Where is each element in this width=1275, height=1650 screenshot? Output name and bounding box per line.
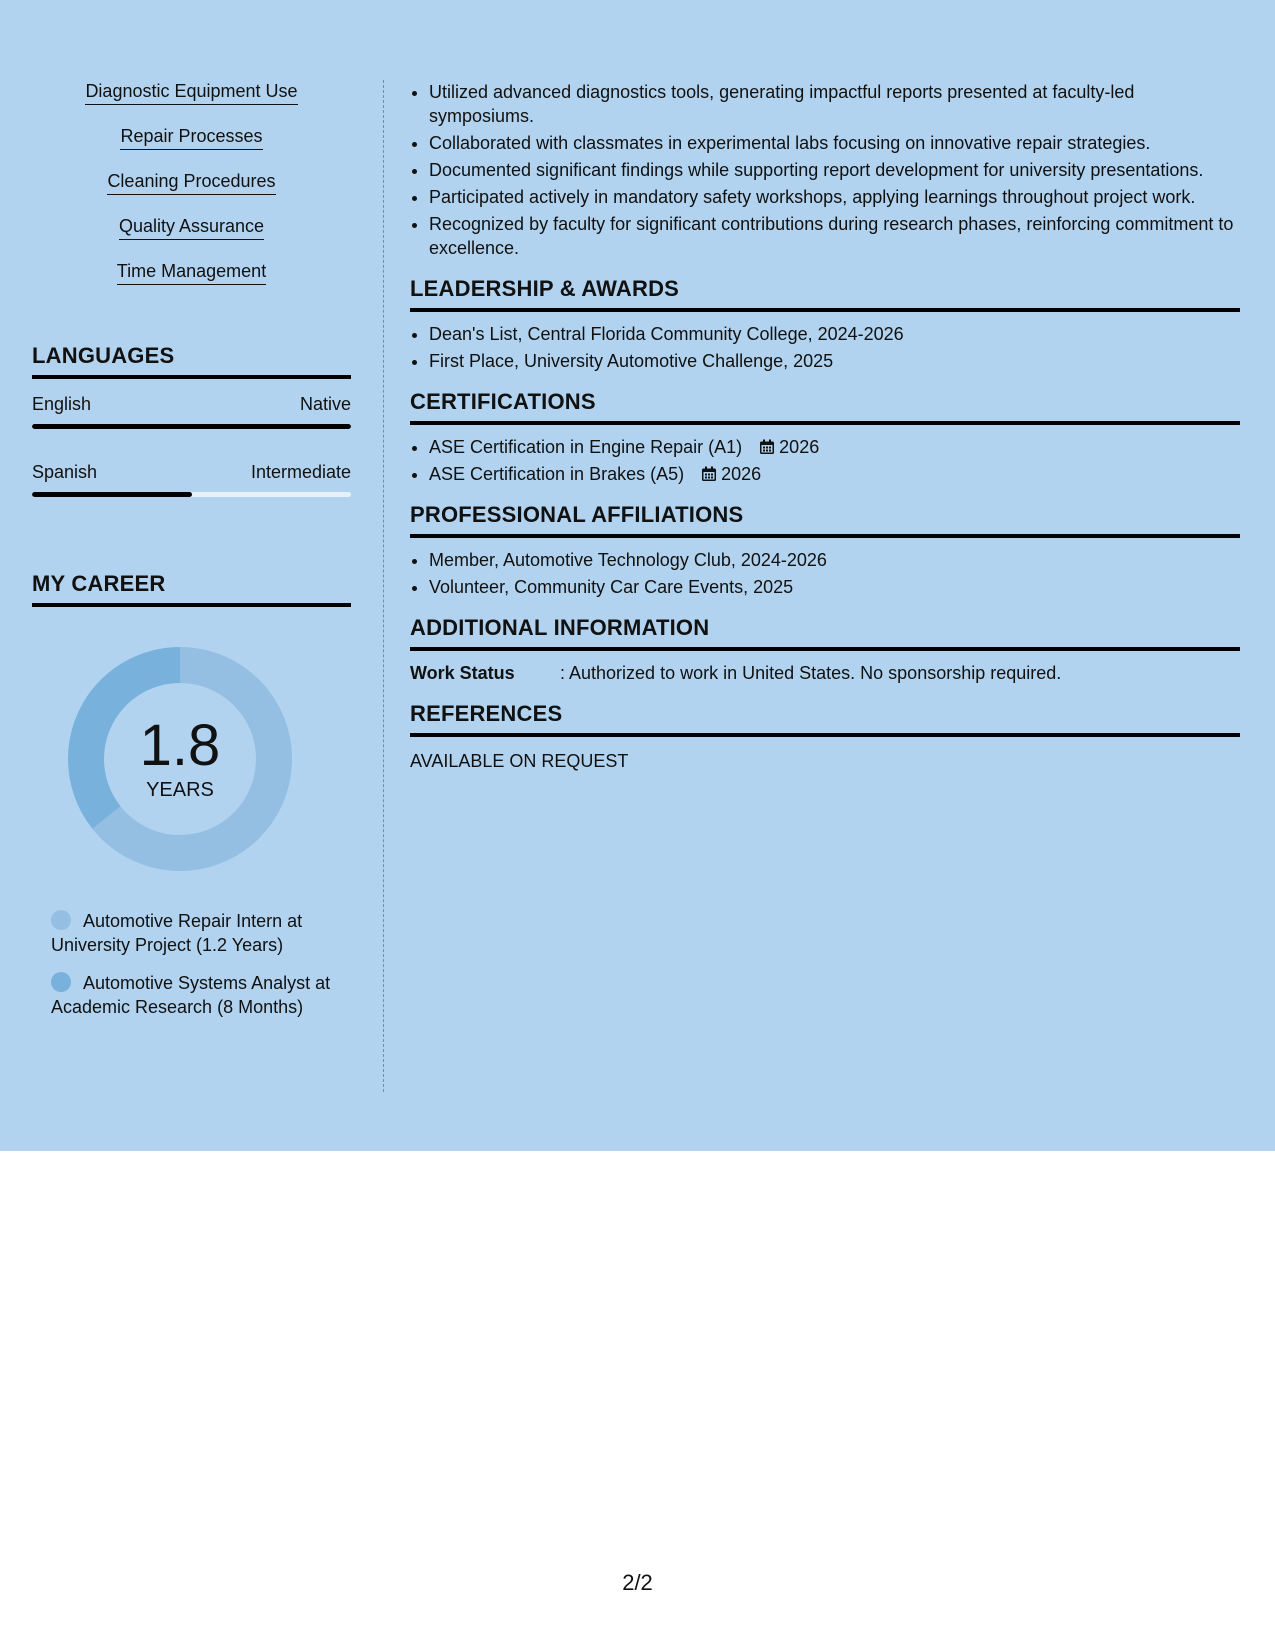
additional-info-section (410, 615, 1240, 685)
experience-bullet: • Utilized advanced diagnostics tools, generating impactful reports presented at faculty-led symposiums. (429, 80, 1240, 128)
language-proficiency-fill (32, 424, 351, 429)
language-name: Spanish (32, 462, 98, 482)
certifications-section (410, 389, 1240, 486)
certification-name: ASE Certification in Engine Repair (A1) (429, 437, 743, 457)
language-level: Intermediate (250, 462, 351, 482)
career-legend (32, 909, 351, 1019)
career-total-years: 1.8 (139, 713, 221, 778)
language-proficiency-bar (32, 492, 351, 497)
references-heading: REFERENCES (410, 701, 1240, 737)
certification-year: 2026 (779, 437, 820, 457)
awards-heading: LEADERSHIP & AWARDS (410, 276, 1240, 312)
affiliations-heading: PROFESSIONAL AFFILIATIONS (410, 502, 1240, 538)
language-name: English (32, 394, 92, 414)
experience-bullet: • Documented significant findings while supporting report development for university presentations. (429, 158, 1240, 182)
affiliations-section (410, 502, 1240, 599)
language-level: Native (299, 394, 351, 414)
affiliation-item: • Volunteer, Community Car Care Events, 2025 (429, 575, 1240, 599)
legend-label: Automotive Repair Intern at University Project (1.2 Years) (51, 911, 303, 955)
skill-label: Diagnostic Equipment Use (85, 80, 297, 105)
calendar-icon (701, 466, 717, 482)
skill-label: Quality Assurance (119, 215, 264, 240)
work-status-label: Work Status (410, 663, 515, 683)
career-legend-item (51, 909, 331, 957)
references-text: AVAILABLE ON REQUEST (410, 751, 629, 771)
skill-item (32, 260, 351, 305)
career-heading: MY CAREER (32, 571, 351, 607)
award-item: • Dean's List, Central Florida Community College, 2024-2026 (429, 322, 1240, 346)
page-number: 2/2 (622, 1570, 653, 1595)
left-column (32, 80, 351, 1033)
awards-section (410, 276, 1240, 373)
experience-bullet: • Participated actively in mandatory safety workshops, applying learnings throughout project work. (429, 185, 1240, 209)
skill-label: Cleaning Procedures (107, 170, 275, 195)
experience-bullet: • Collaborated with classmates in experimental labs focusing on innovative repair strategies. (429, 131, 1240, 155)
legend-dot (51, 972, 71, 992)
references-section (410, 701, 1240, 773)
calendar-icon (759, 439, 775, 455)
work-status-row (410, 661, 1240, 685)
language-proficiency-bar (32, 424, 351, 429)
career-total-unit: YEARS (146, 779, 214, 801)
career-legend-item (51, 971, 331, 1019)
skill-item (32, 215, 351, 260)
certification-item (429, 462, 1240, 486)
legend-dot (51, 910, 71, 930)
right-column (410, 80, 1240, 773)
column-divider (383, 80, 384, 1092)
career-donut-chart (66, 645, 294, 873)
work-status-value: : Authorized to work in United States. No sponsorship required. (560, 663, 1062, 683)
certifications-heading: CERTIFICATIONS (410, 389, 1240, 425)
skill-label: Time Management (117, 260, 266, 285)
language-proficiency-fill (32, 492, 192, 497)
skills-list (32, 80, 351, 305)
skill-item (32, 80, 351, 125)
experience-bullet: • Recognized by faculty for significant contributions during research phases, reinforcing commitment to excellence. (429, 212, 1240, 260)
award-item: • First Place, University Automotive Challenge, 2025 (429, 349, 1240, 373)
language-item-english (32, 393, 351, 429)
certification-year: 2026 (721, 464, 762, 484)
skill-label: Repair Processes (120, 125, 262, 150)
affiliation-item: • Member, Automotive Technology Club, 2024-2026 (429, 548, 1240, 572)
legend-label: Automotive Systems Analyst at Academic Research (8 Months) (51, 973, 331, 1017)
skill-item (32, 170, 351, 215)
languages-heading: LANGUAGES (32, 343, 351, 379)
certification-item (429, 435, 1240, 459)
additional-info-heading: ADDITIONAL INFORMATION (410, 615, 1240, 651)
skill-item (32, 125, 351, 170)
experience-bullets (410, 80, 1240, 260)
language-item-spanish (32, 461, 351, 497)
certification-name: ASE Certification in Brakes (A5) (429, 464, 685, 484)
